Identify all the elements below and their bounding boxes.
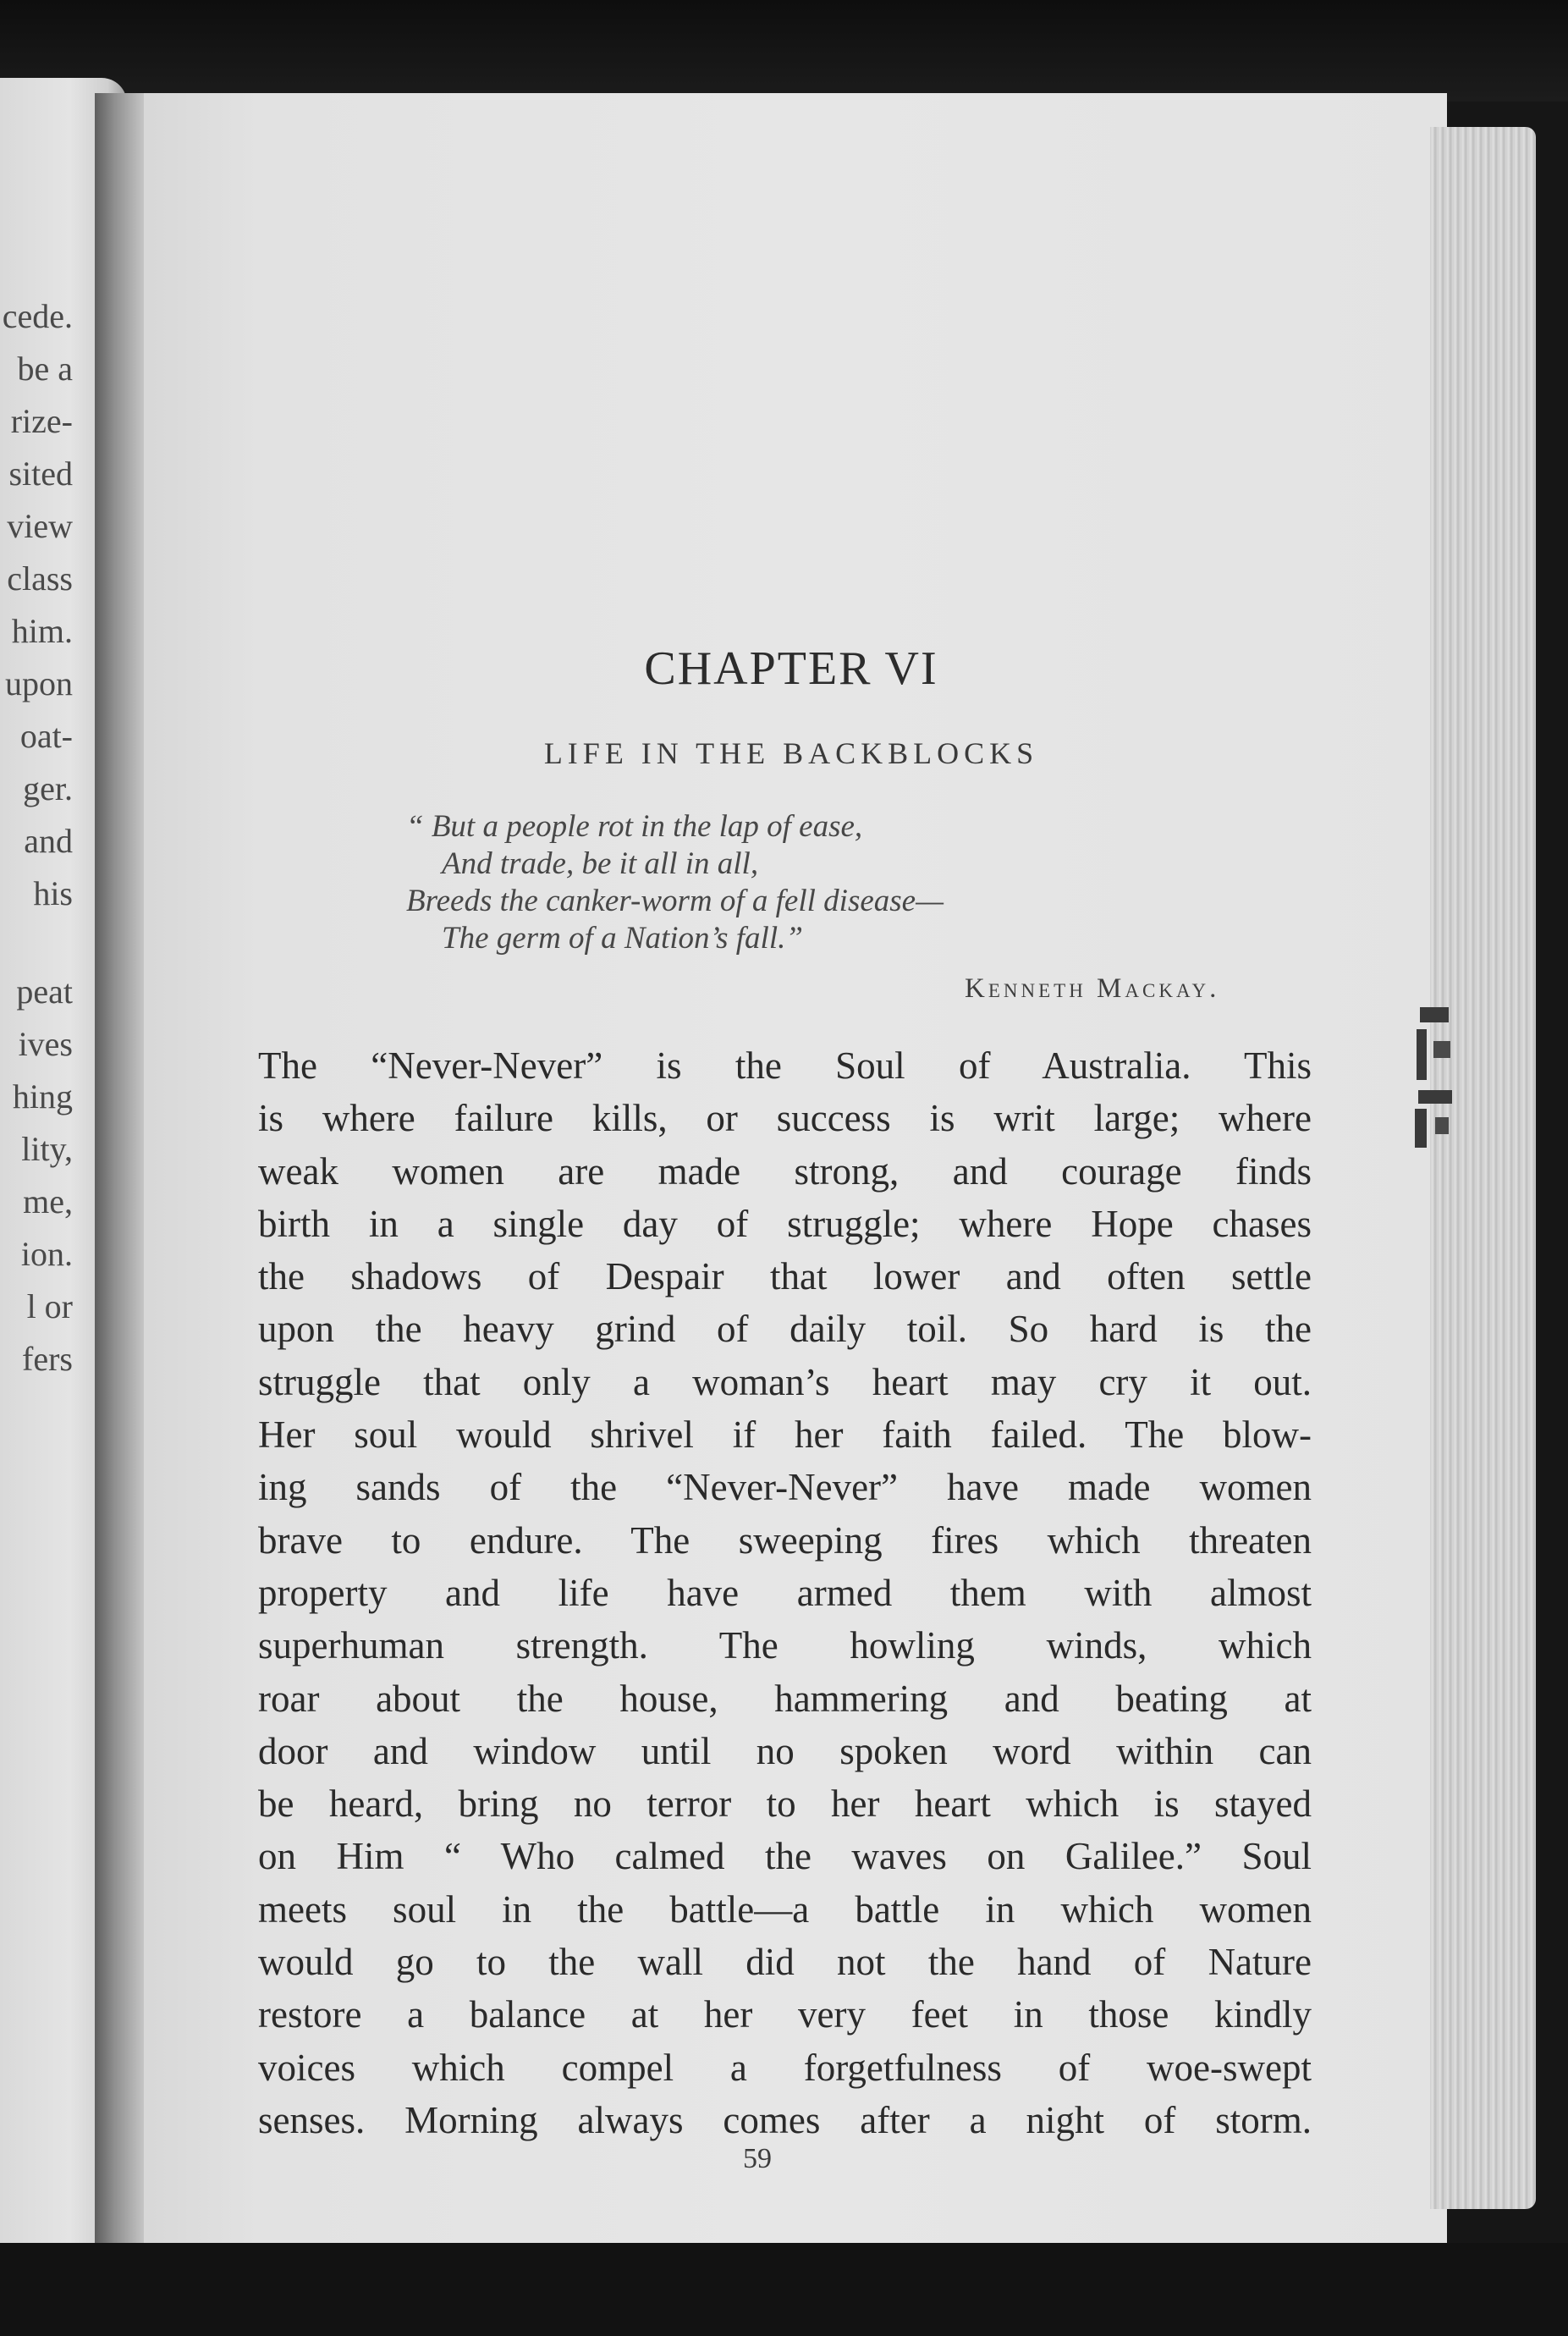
body-line: superhuman strength. The howling winds, which	[258, 1624, 1312, 1667]
body-line: weak women are made strong, and courage finds	[258, 1149, 1312, 1193]
body-line: brave to endure. The sweeping fires which threaten	[258, 1518, 1312, 1562]
page-number: 59	[743, 2143, 772, 2174]
body-paragraph	[258, 1039, 1312, 2146]
left-page-fragment: rize-	[10, 402, 73, 440]
body-line: roar about the house, hammering and beating at	[258, 1677, 1312, 1720]
left-page-fragment: fers	[22, 1340, 73, 1378]
chapter-heading: CHAPTER VI	[644, 642, 938, 695]
body-line: restore a balance at her very feet in those kindly	[258, 1993, 1312, 2036]
left-page-fragment: class	[7, 559, 73, 598]
body-line: Her soul would shrivel if her faith failed. The blow-	[258, 1413, 1312, 1457]
left-page-fragment: ger.	[23, 769, 73, 807]
epigraph-attribution: Kenneth Mackay.	[965, 973, 1220, 1004]
left-page-fragment: him.	[11, 612, 73, 650]
body-line: meets soul in the battle—a battle in which women	[258, 1887, 1312, 1931]
epigraph-line: The germ of a Nation’s fall.”	[442, 921, 803, 956]
page-edge-stamp-mark	[1411, 990, 1462, 1176]
body-line: upon the heavy grind of daily toil. So hard is the	[258, 1308, 1312, 1351]
body-line: ing sands of the “Never-Never” have made women	[258, 1466, 1312, 1509]
left-page-fragment: and	[24, 822, 73, 860]
chapter-title: LIFE IN THE BACKBLOCKS	[543, 736, 1039, 770]
body-line: The “Never-Never” is the Soul of Australia. This	[258, 1044, 1312, 1087]
scan-background-bottom	[0, 2243, 1568, 2336]
left-page-fragment: lity,	[21, 1130, 73, 1168]
left-page-fragment: upon	[5, 664, 73, 702]
body-line: birth in a single day of struggle; where Hope chases	[258, 1202, 1312, 1245]
body-line: would go to the wall did not the hand of Nature	[258, 1941, 1312, 1984]
left-page-fragment: hing	[12, 1077, 73, 1116]
body-line: property and life have armed them with almost	[258, 1571, 1312, 1614]
epigraph-line: And trade, be it all in all,	[442, 846, 759, 881]
left-page-fragment: ion.	[20, 1235, 73, 1273]
body-line: struggle that only a woman’s heart may cry it out.	[258, 1360, 1312, 1403]
body-line: door and window until no spoken word within can	[258, 1729, 1312, 1772]
left-page-fragment: view	[7, 507, 73, 545]
epigraph-line: Breeds the canker-worm of a fell disease—	[406, 884, 944, 918]
body-line: on Him “ Who calmed the waves on Galilee.” Soul	[258, 1835, 1312, 1878]
body-line: be heard, bring no terror to her heart which is stayed	[258, 1782, 1312, 1826]
left-page-fragment: l or	[26, 1287, 73, 1325]
left-page-fragment: peat	[16, 972, 73, 1011]
left-page-fragment: his	[33, 874, 73, 912]
body-line: senses. Morning always comes after a night of storm.	[258, 2098, 1312, 2141]
left-page-fragment: oat-	[19, 717, 73, 755]
epigraph-line: “ But a people rot in the lap of ease,	[406, 809, 863, 844]
scan-background-top	[0, 0, 1568, 102]
body-line: the shadows of Despair that lower and often settle	[258, 1255, 1312, 1298]
left-page-fragment: be a	[17, 350, 73, 388]
book-gutter-shadow	[95, 93, 144, 2243]
body-line: is where failure kills, or success is writ large; where	[258, 1097, 1312, 1140]
left-page-fragment: sited	[8, 455, 73, 493]
body-line: voices which compel a forgetfulness of woe-swept	[258, 2046, 1312, 2089]
left-page-fragment: cede.	[2, 297, 73, 335]
left-page-fragment: me,	[23, 1182, 73, 1220]
left-page-fragment: ives	[18, 1025, 73, 1063]
epigraph	[406, 808, 1168, 957]
book-page	[127, 93, 1447, 2243]
